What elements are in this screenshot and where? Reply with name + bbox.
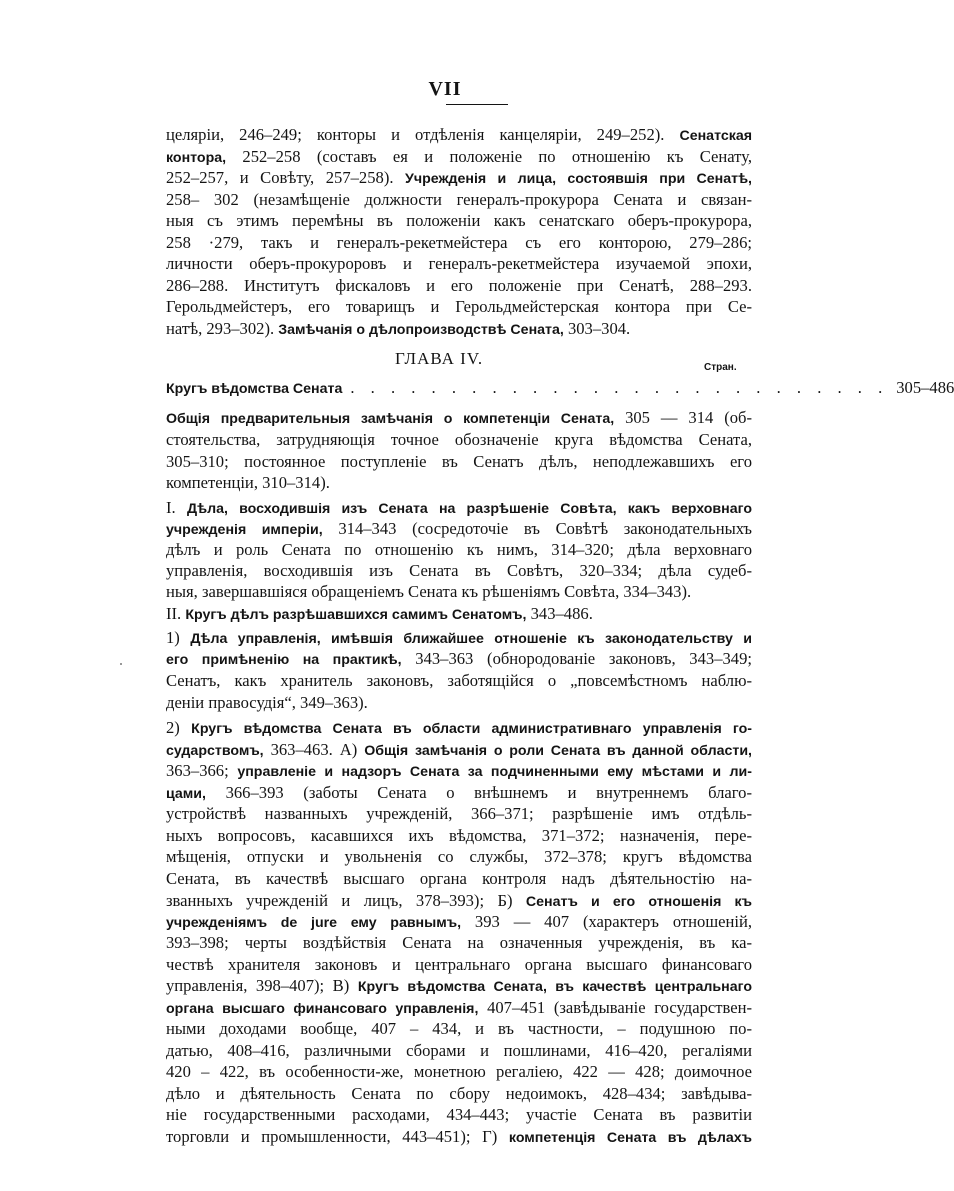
text-line [166, 540, 752, 560]
text-run: 258 ·279, такъ и генералъ-рекетмейстера съ его конторою, 279–286; [166, 232, 752, 252]
text-line [166, 498, 752, 518]
text-line [166, 1062, 752, 1082]
text-line [166, 1041, 752, 1061]
text-line [166, 582, 752, 602]
scan-speck [120, 663, 122, 665]
text-line [166, 740, 752, 760]
text-line [166, 783, 752, 803]
text-run: целяріи, 246–249; конторы и отдѣленія канцеляріи, 249–252). [166, 125, 680, 144]
text-line [166, 1105, 752, 1125]
text-run: 420 – 422, въ особенности-же, монетною регаліею, 422 — 428; доимочное [166, 1062, 752, 1081]
text-line [166, 408, 752, 428]
text-run: 305–310; постоянное поступленіе въ Сенатъ дѣлъ, неподлежавшихъ его [166, 452, 752, 471]
text-line [166, 190, 752, 210]
text-run: 363–366; [166, 761, 238, 780]
bold-run: его примѣненію на практикѣ, [166, 652, 402, 668]
text-line [166, 168, 752, 188]
text-line [166, 671, 752, 691]
text-run: 1) [166, 628, 191, 647]
text-run: управленія, 398–407); В) [166, 976, 358, 995]
text-run: управленія, восходившія изъ Сената въ Совѣтъ, 320–334; дѣла судеб- [166, 561, 752, 580]
text-line [166, 912, 752, 932]
bold-run: Учрежденія и лица, состоявшія при Сенатѣ, [405, 171, 752, 187]
text-line [166, 998, 752, 1018]
text-run: 343–486. [526, 604, 593, 623]
text-run: званныхъ учрежденій и лицъ, 378–393); Б) [166, 891, 526, 910]
toc-entry-pages: 305–486 [896, 378, 954, 397]
folio-underline [446, 104, 508, 105]
text-run: 252–257, и Совѣту, 257–258). [166, 168, 406, 187]
text-run: 303–304. [563, 318, 631, 338]
text-run: дѣлъ и роль Сената по отношенію къ нимъ, 314–320; дѣла верховнаго [166, 540, 752, 559]
chapter-heading: ГЛАВА IV. [395, 349, 484, 368]
text-run: дѣло и дѣятельность Сената по сбору недоимокъ, 428–434; завѣдыва- [166, 1084, 752, 1103]
text-run: чествѣ хранителя законовъ и центральнаго органа высшаго финансоваго [166, 955, 752, 974]
text-line [166, 826, 752, 846]
text-run: 366–393 (заботы Сената о внѣшнемъ и внутреннемъ благо- [205, 783, 752, 802]
text-line [166, 561, 752, 581]
bold-run: Сенатъ и его отношенія къ [525, 894, 752, 910]
text-run: 2) [166, 718, 192, 737]
text-line [166, 891, 752, 911]
bold-run: управленіе и надзоръ Сената за подчиненными ему мѣстами и ли- [237, 764, 752, 780]
text-line [166, 319, 752, 339]
text-run: торговли и промышленности, 443–451); Г) [166, 1127, 509, 1146]
text-run: компетенціи, 310–314). [166, 473, 330, 492]
bold-run: цами, [166, 786, 206, 802]
bold-run: Дѣла управленія, имѣвшія ближайшее отношеніе къ законодательству и [190, 631, 752, 647]
text-line [166, 804, 752, 824]
text-line [166, 955, 752, 975]
text-line [166, 254, 752, 274]
bold-run: учрежденія имперіи, [166, 522, 323, 538]
text-line [166, 604, 752, 624]
page-column-label: Стран. [704, 362, 737, 373]
text-line [166, 1019, 752, 1039]
bold-run: Кругъ вѣдомства Сената въ области административнаго управленія го- [191, 721, 752, 737]
text-line [166, 693, 752, 713]
bold-run: Сенатская [679, 128, 752, 144]
text-run: 393 — 407 (характеръ отношеній, [461, 912, 752, 931]
bold-run: Кругъ дѣлъ разрѣшавшихся самимъ Сенатомъ, [185, 607, 527, 623]
text-line [166, 847, 752, 867]
bold-run: Общія замѣчанія о роли Сената въ данной области, [364, 743, 752, 759]
text-run: 407–451 (завѣдываніе государствен- [478, 998, 752, 1017]
text-run: 363–463. А) [263, 740, 365, 759]
text-run: ніе государственными расходами, 434–443; участіе Сената въ развитіи [166, 1105, 752, 1124]
text-line [166, 473, 752, 493]
toc-leader-dots: . . . . . . . . . . . . . . . . . . . . . . . . . . . [350, 378, 889, 397]
bold-run: Дѣла, восходившія изъ Сената на разрѣшеніе Совѣта, какъ верховнаго [187, 501, 752, 517]
toc-entry-label: Кругъ вѣдомства Сената [166, 381, 343, 397]
bold-run: учрежденіямъ de jure ему равнымъ, [166, 915, 462, 931]
bold-run: сударствомъ, [166, 743, 264, 759]
text-run: деніи правосудія“, 349–363). [166, 693, 368, 712]
text-run: 393–398; черты воздѣйствія Сената на означенныя учрежденія, въ ка- [166, 933, 752, 952]
text-run: 343–363 (обнородованіе законовъ, 343–349; [401, 649, 752, 668]
bold-run: органа высшаго финансоваго управленія, [166, 1001, 479, 1017]
bold-run: компетенція Сената въ дѣлахъ [508, 1130, 752, 1146]
text-run: II. [166, 604, 186, 623]
bold-run: Общія предварительныя замѣчанія о компетенціи Сената, [166, 411, 615, 427]
text-run: датью, 408–416, различными сборами и пошлинами, 416–420, регаліями [166, 1041, 752, 1060]
text-line [166, 276, 752, 296]
text-run: I. [166, 498, 188, 517]
bold-run: контора, [166, 149, 227, 166]
text-run: Сенатъ, какъ хранитель законовъ, заботящійся о „повсемѣстномъ наблю- [166, 671, 752, 690]
text-run: ныхъ вопросовъ, касавшихся ихъ вѣдомства, 371–372; назначенія, пере- [166, 826, 752, 845]
text-run: 258– 302 (незамѣщеніе должности генералъ-прокурора Сената и связан- [166, 189, 752, 209]
text-line [166, 233, 752, 253]
text-line [166, 761, 752, 781]
text-run: ныя, завершавшіяся обращеніемъ Сената къ рѣшеніямъ Совѣта, 334–343). [166, 582, 692, 601]
text-run: Герольдмейстеръ, его товарищъ и Герольдмейстерская контора при Се- [166, 297, 752, 316]
text-run: личности оберъ-прокуроровъ и генералъ-рекетмейстера изучаемой эпохи, [166, 254, 752, 273]
bold-run: Замѣчанія о дѣлопроизводствѣ Сената, [278, 321, 564, 338]
text-line [166, 452, 752, 472]
text-run: натѣ, 293–302). [166, 318, 279, 338]
text-line [166, 430, 752, 450]
text-line [166, 628, 752, 648]
text-run: 252–258 (составъ ея и положеніе по отношенію къ Сенату, [226, 146, 752, 166]
text-line [166, 1084, 752, 1104]
text-run: мѣщенія, отпуски и увольненія со службы, 372–378; кругъ вѣдомства [166, 847, 752, 866]
text-line [166, 125, 752, 145]
text-run: стоятельства, затрудняющія точное обозначеніе круга вѣдомства Сената, [166, 430, 752, 449]
page-number: VII [428, 78, 462, 100]
text-run: 305 — 314 (об- [614, 408, 753, 427]
text-run: ными доходами вообще, 407 – 434, и въ частности, – подушною по- [166, 1019, 752, 1038]
text-line [166, 211, 752, 231]
toc-entry [166, 378, 954, 398]
text-run: 314–343 (сосредоточіе въ Совѣтѣ законодательныхъ [322, 519, 752, 538]
text-run: устройствѣ названныхъ учрежденій, 366–371; разрѣшеніе имъ отдѣль- [166, 804, 752, 823]
text-run: 286–288. Институтъ фискаловъ и его положеніе при Сенатѣ, 288–293. [166, 275, 752, 295]
text-line [166, 297, 752, 317]
bold-run: Кругъ вѣдомства Сената, въ качествѣ центральнаго [357, 979, 752, 995]
text-line [166, 869, 752, 889]
text-line [166, 1127, 752, 1147]
text-line [166, 976, 752, 996]
text-run: Сената, въ качествѣ высшаго органа контроля надъ дѣятельностію на- [166, 869, 752, 888]
text-run: ныя съ этимъ перемѣны въ положеніи какъ сенатскаго оберъ-прокурора, [166, 211, 752, 230]
text-line [166, 519, 752, 539]
text-line [166, 649, 752, 669]
text-line [166, 147, 752, 167]
text-line [166, 933, 752, 953]
text-line [166, 718, 752, 738]
